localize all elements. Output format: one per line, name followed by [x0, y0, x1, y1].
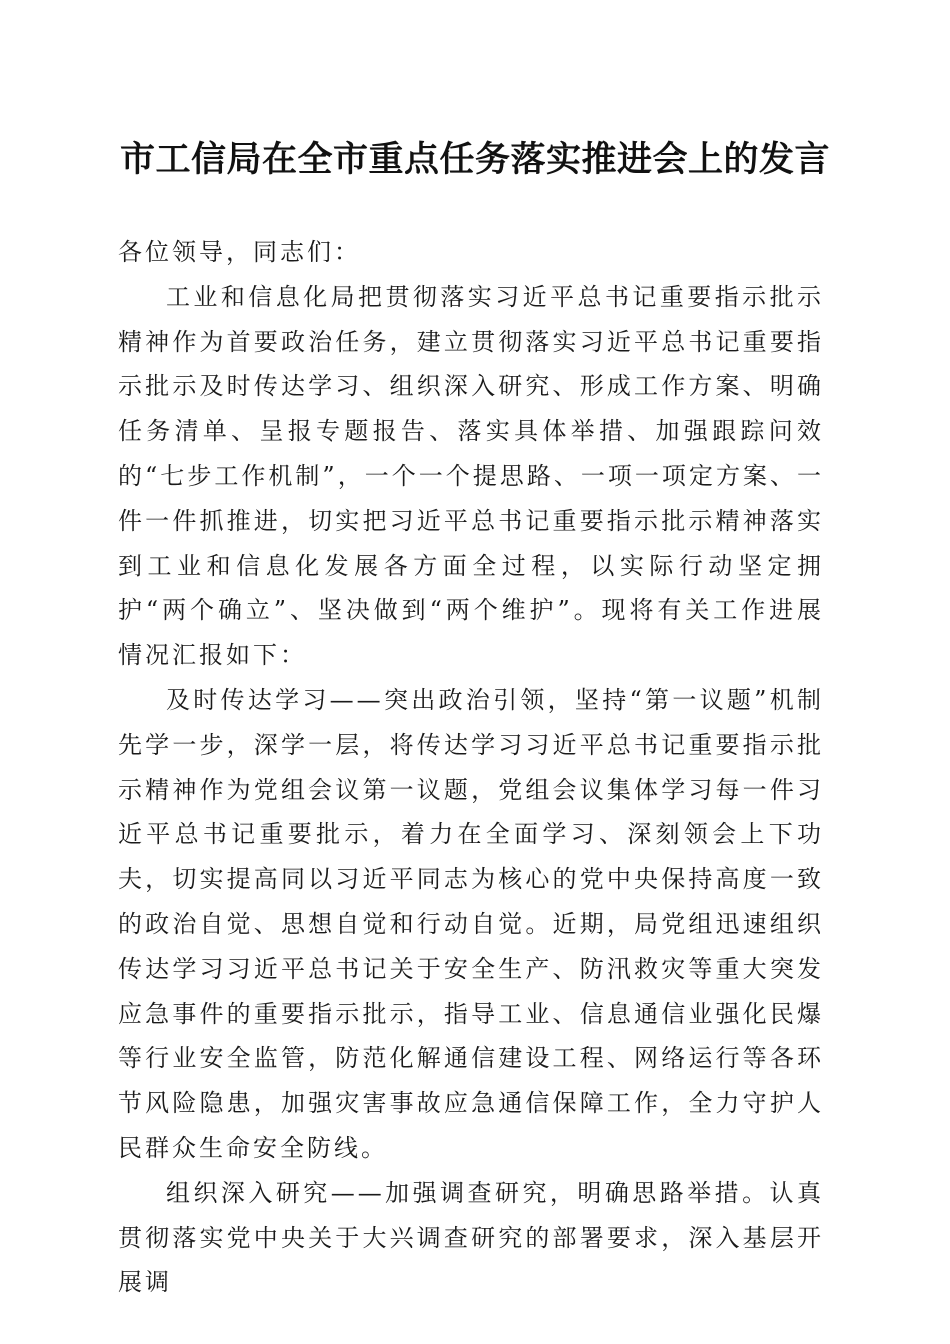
salutation: 各位领导，同志们：	[118, 238, 361, 266]
document-title: 市工信局在全市重点任务落实推进会上的发言	[119, 139, 830, 180]
paragraph-study: 及时传达学习——突出政治引领，坚持“第一议题”机制先学一步，深学一层，将传达学习习近平总书记重要指示批示精神作为党组会议第一议题，党组会议集体学习每一件习近平总书记重要批示，着力在全面学习、深刻领会上下功夫，切实提高同以习近平同志为核心的党中央保持高度一致的政治自觉、思想自觉和行动自觉。近期，局党组迅速组织传达学习习近平总书记关于安全生产、防汛救灾等重大突发应急事件的重要指示批示，指导工业、信息通信业强化民爆等行业安全监管，防范化解通信建设工程、网络运行等各环节风险隐患，加强灾害事故应急通信保障工作，全力守护人民群众生命安全防线。	[118, 685, 824, 1162]
paragraph-research: 组织深入研究——加强调查研究，明确思路举措。认真贯彻落实党中央关于大兴调查研究的部署要求，深入基层开展调	[118, 1178, 824, 1297]
document-body	[118, 230, 824, 1305]
paragraph-intro: 工业和信息化局把贯彻落实习近平总书记重要指示批示精神作为首要政治任务，建立贯彻落实习近平总书记重要指示批示及时传达学习、组织深入研究、形成工作方案、明确任务清单、呈报专题报告、落实具体举措、加强跟踪问效的“七步工作机制”，一个一个提思路、一项一项定方案、一件一件抓推进，切实把习近平总书记重要指示批示精神落实到工业和信息化发展各方面全过程，以实际行动坚定拥护“两个确立”、坚决做到“两个维护”。现将有关工作进展情况汇报如下：	[118, 282, 824, 670]
